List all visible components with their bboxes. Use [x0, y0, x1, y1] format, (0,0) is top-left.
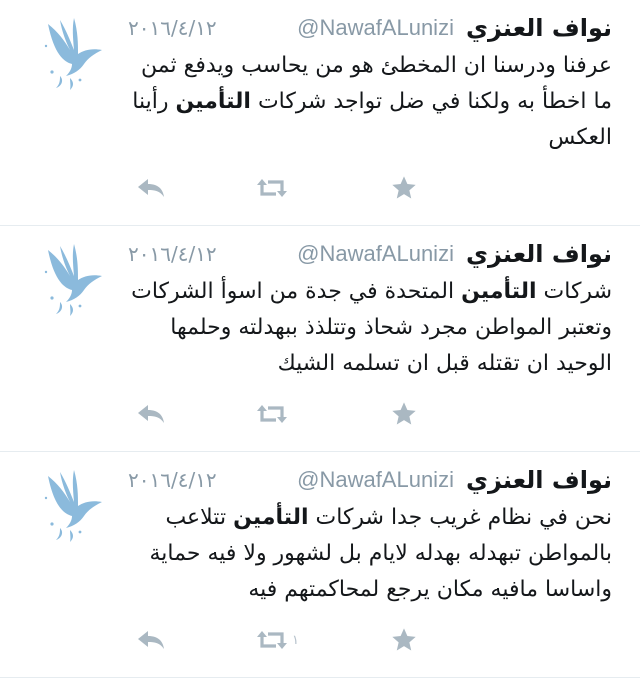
tweet-header: [128, 236, 612, 272]
tweet-header: [128, 10, 612, 46]
avatar[interactable]: [40, 466, 112, 542]
author-name[interactable]: نواف العنزي: [465, 466, 612, 494]
tweet-text-part: رأينا العكس: [132, 89, 612, 150]
reply-icon: [136, 176, 166, 200]
retweet-icon: [256, 402, 288, 426]
retweet-button[interactable]: [256, 394, 292, 434]
favorite-button[interactable]: [390, 394, 418, 434]
tweet-text-part: المتحدة في جدة من اسوأ الشركات وتعتبر المواطن مجرد شحاذ وتتلذذ ببهدلته وحلمها الوحيد ان تقتله قبل ان تسلمه الشيك: [131, 279, 612, 376]
retweet-icon: [256, 628, 288, 652]
reply-icon: [136, 628, 166, 652]
hashtag-highlight[interactable]: التأمين: [175, 89, 251, 114]
avatar[interactable]: [40, 240, 112, 316]
retweet-button[interactable]: [256, 620, 299, 660]
favorite-button[interactable]: [390, 168, 418, 208]
tweet-header: [128, 462, 612, 498]
tweet-text: [128, 500, 612, 608]
tweet-text-part: تتلاعب بالمواطن تبهدله بهدله لايام بل لشهور ولا فيه حماية واساسا مافيه مكان يرجع لمحاكمتهم فيه: [149, 505, 612, 602]
tweet[interactable]: [0, 452, 640, 678]
avatar[interactable]: [40, 14, 112, 90]
reply-icon: [136, 402, 166, 426]
star-icon: [390, 174, 418, 202]
favorite-button[interactable]: [390, 620, 418, 660]
reply-button[interactable]: [136, 394, 166, 434]
tweet-text: [128, 274, 612, 382]
tweet-date[interactable]: ٢٠١٦/٤/١٢: [128, 16, 217, 40]
tweet-actions: [128, 168, 428, 208]
author-handle[interactable]: @NawafALunizi: [297, 241, 454, 266]
tweet-text-part: نحن في نظام غريب جدا شركات: [308, 505, 612, 530]
tweet-text-part: عرفنا ودرسنا ان المخطئ هو من يحاسب ويدفع ثمن ما اخطأ به ولكنا في ضل تواجد شركات: [141, 53, 612, 114]
tweet-actions: [128, 620, 428, 660]
author-name[interactable]: نواف العنزي: [465, 14, 612, 42]
star-icon: [390, 400, 418, 428]
tweet-date[interactable]: ٢٠١٦/٤/١٢: [128, 242, 217, 266]
retweet-button[interactable]: [256, 168, 292, 208]
retweet-count: ١: [292, 632, 299, 647]
star-icon: [390, 626, 418, 654]
tweet-text-part: شركات: [536, 279, 612, 304]
tweet-text: [128, 48, 612, 156]
reply-button[interactable]: [136, 168, 166, 208]
retweet-icon: [256, 176, 288, 200]
reply-button[interactable]: [136, 620, 166, 660]
hashtag-highlight[interactable]: التأمين: [461, 279, 537, 304]
tweet[interactable]: [0, 0, 640, 226]
author-handle[interactable]: @NawafALunizi: [297, 15, 454, 40]
author-name[interactable]: نواف العنزي: [465, 240, 612, 268]
tweet-date[interactable]: ٢٠١٦/٤/١٢: [128, 468, 217, 492]
author-handle[interactable]: @NawafALunizi: [297, 467, 454, 492]
tweet-actions: [128, 394, 428, 434]
hashtag-highlight[interactable]: التأمين: [233, 505, 309, 530]
tweet[interactable]: [0, 226, 640, 452]
